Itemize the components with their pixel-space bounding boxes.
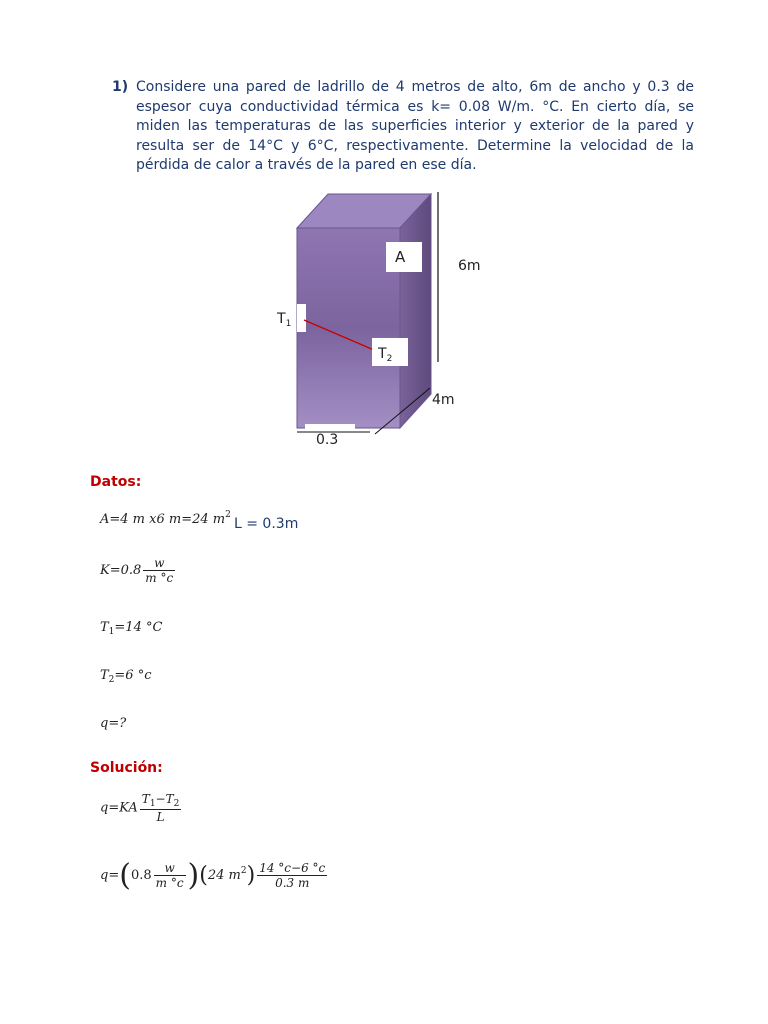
t1-tab	[297, 304, 306, 332]
wall-front-face	[297, 228, 400, 428]
wall-side-face	[400, 194, 431, 428]
label-4m: 4m	[432, 392, 455, 408]
label-t1: $T_1$	[277, 311, 292, 329]
substitution-equation: q=(0.8 $\frac{w}{m ^\circ c}$ )(24 $m^2$) $\frac{14 ^\circ c-6 ^\circ c}{0.3 m}$	[100, 858, 326, 893]
label-6m: 6m	[458, 258, 481, 274]
conductivity-equation: K=0.8 $\frac{w}{m ^\circ c}$	[100, 556, 174, 585]
label-a: A	[395, 248, 406, 266]
datos-title: Datos:	[90, 474, 142, 490]
area-equation: A=4 m x6 m=24 $m^2$	[100, 510, 231, 527]
label-t2: $T_2$	[378, 346, 393, 364]
fourier-equation: q=KA $\frac{T_1-T_2}{L}$	[100, 792, 180, 824]
label-thickness: 0.3	[316, 432, 339, 448]
q-unknown: q=?	[100, 716, 127, 731]
problem-number: 1)	[112, 79, 129, 95]
t2-equation: $T_2=6$ °c	[100, 668, 152, 685]
wall-figure	[270, 188, 500, 448]
solucion-title: Solución:	[90, 760, 163, 776]
t1-equation: $T_1=14$ °C	[100, 620, 163, 637]
length-value: L = 0.3m	[234, 516, 299, 532]
problem-statement	[112, 78, 694, 176]
thickness-marker	[305, 424, 355, 430]
problem-text: Considere una pared de ladrillo de 4 metros de alto, 6m de ancho y 0.3 de espesor cuya conductividad térmica es k= 0.08 W/m. °C. En cierto día, se miden las temperaturas de las superficies interior y exterior de la pared y resulta ser de 14°C y 6°C, respectivamente. Determine la velocidad de la pérdida de calor a través de la pared en ese día.	[136, 79, 694, 174]
